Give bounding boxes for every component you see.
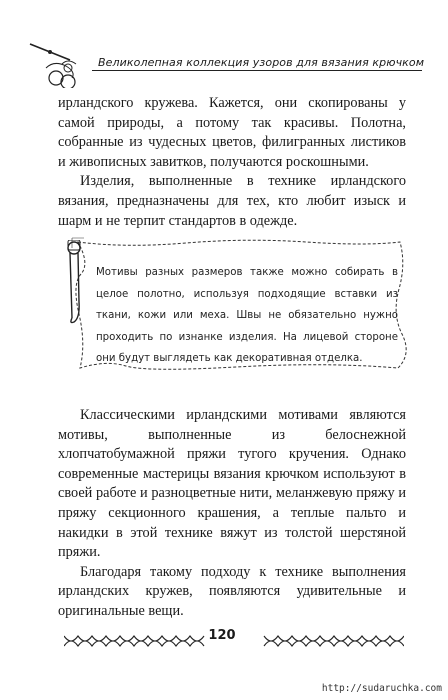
paragraph-2: Изделия, выполненные в технике ирландского вязания, предназначены для тех, кто любит изыск и шарм и не терпит стандартов в одежде. xyxy=(58,173,406,229)
header-rule xyxy=(92,70,422,71)
safety-pin-icon xyxy=(60,240,92,330)
header-title: Великолепная коллекция узоров для вязания крючком xyxy=(98,56,425,69)
page-number: 120 xyxy=(208,628,236,643)
paragraph-3: Классическими ирландскими мотивами являются мотивы, выполненные из белоснежной хлопчатобумажной пряжи тугого кручения. Однако современные мастерицы вязания крючком используют в своей работе и разноцветные нити, меланжевую пряжу и пряжу секционного крашения, а теплые пальто и накидки в этой технике вяжут из толстой шерстяной пряжи. xyxy=(58,407,406,561)
crochet-hook-yarn-icon xyxy=(26,30,96,88)
paragraph-4: Благодаря такому подходу к технике выполнения ирландских кружев, появляются удивительные и оригинальные вещи. xyxy=(58,563,406,619)
page-header xyxy=(0,30,448,88)
note-box xyxy=(66,234,412,374)
watermark-url: http://sudaruchka.com xyxy=(321,683,442,694)
note-text: Мотивы разных размеров также можно собирать в целое полотно, используя подходящие вставки из ткани, кожи или меха. Швы не обязательно нужно проходить по изнанке изделия. На лицевой стороне они будут выглядеть как декоративная отделка. xyxy=(96,267,398,364)
paragraph-1: ирландского кружева. Кажется, они скопированы у самой природы, а потому так красивы. Полотна, собранные из чудесных цветов, филигранных листиков и живописных завитков, получаются роскошными. xyxy=(58,95,406,170)
body-text-top xyxy=(58,94,406,231)
body-text-bottom xyxy=(58,406,406,622)
